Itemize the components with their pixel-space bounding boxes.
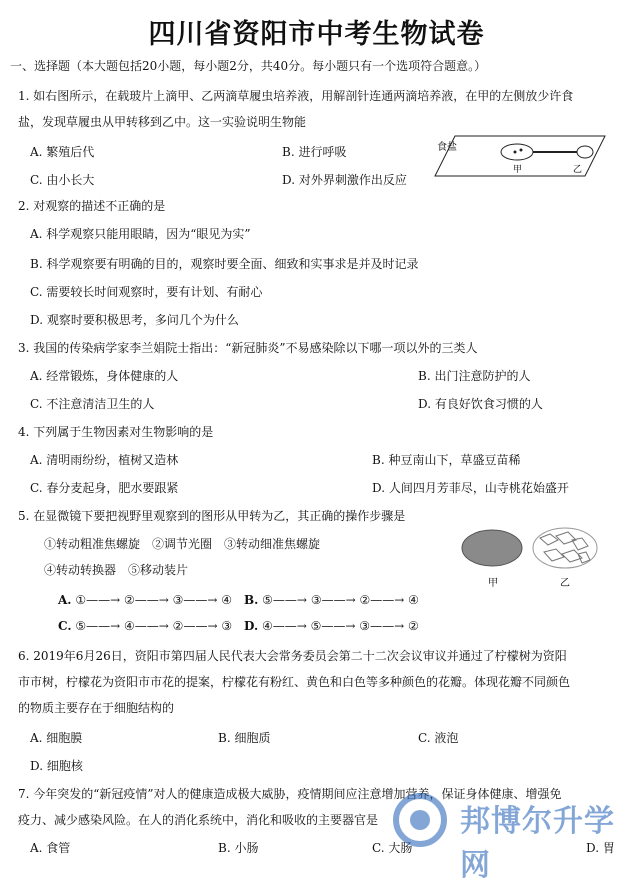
q1-fig-b-label: 乙 — [573, 165, 583, 175]
q5-option-c-step-1: ⑤ — [75, 619, 87, 633]
q3-option-c: C. 不注意清洁卫生的人 — [30, 397, 155, 411]
q5-option-a-label: A. — [58, 593, 72, 607]
q1-option-b: B. 进行呼吸 — [282, 145, 347, 159]
q6-option-c: C. 液泡 — [418, 731, 459, 745]
q5-option-d-step-1: ④ — [261, 619, 273, 633]
q5-microscope-figure — [460, 524, 620, 594]
q7-option-d: D. 胃 — [586, 841, 615, 855]
q5-fig-a-label: 甲 — [488, 578, 498, 589]
q4-option-a: A. 清明雨纷纷，植树又造林 — [30, 453, 179, 467]
q6-stem-line1: 6. 2019年6月26日，资阳市第四届人民代表大会常务委员会第二十二次会议审议并通过了柠檬树为资阳 — [18, 649, 567, 663]
q5-option-b-step-2: ③ — [310, 593, 322, 607]
q5-option-c-step-3: ② — [172, 619, 184, 633]
section-heading: 一、选择题（本大题包括20小题，每小题2分，共40分。每小题只有一个选项符合题意。） — [10, 59, 487, 73]
q1-option-c: C. 由小长大 — [30, 173, 95, 187]
q5-option-c: C. ⑤——→ ④——→ ②——→ ③ — [58, 619, 233, 633]
watermark-text: 邦博尔升学网 — [460, 804, 615, 883]
watermark — [380, 790, 630, 883]
q5-option-a: A. ①——→ ②——→ ③——→ ④ — [58, 593, 233, 607]
q5-option-b-step-1: ⑤ — [262, 593, 273, 607]
q2-stem: 2. 对观察的描述不正确的是 — [18, 199, 166, 213]
q4-option-c: C. 春分麦起身，肥水要跟紧 — [30, 481, 179, 495]
q2-option-c: C. 需要较长时间观察时，要有计划、有耐心 — [30, 285, 263, 299]
q5-option-d-label: D. — [244, 619, 259, 633]
q5-option-c-label: C. — [58, 619, 72, 633]
q5-option-c-step-2: ④ — [124, 619, 135, 633]
q2-option-b: B. 科学观察要有明确的目的，观察时要全面、细致和实事求是并及时记录 — [30, 257, 419, 271]
q4-option-b: B. 种豆南山下，草盛豆苗稀 — [372, 453, 521, 467]
q1-stem-line1: 1. 如右图所示，在载玻片上滴甲、乙两滴草履虫培养液，用解剖针连通两滴培养液，在甲的左侧放少许食 — [18, 89, 574, 103]
q7-option-a: A. 食管 — [30, 841, 71, 855]
q2-option-a: A. 科学观察只能用眼睛，因为“眼见为实” — [30, 227, 251, 241]
q5-option-a-step-2: ② — [123, 593, 135, 607]
q1-option-d: D. 对外界刺激作出反应 — [282, 173, 407, 187]
q6-option-d: D. 细胞核 — [30, 759, 83, 773]
q6-stem-line2: 市市树，柠檬花为资阳市市花的提案，柠檬花有粉红、黄色和白色等多种颜色的花瓣。体现花瓣不同颜色 — [18, 675, 571, 689]
q7-stem-line2: 疫力、减少感染风险。在人的消化系统中，消化和吸收的主要器官是 — [18, 813, 379, 827]
q5-option-a-step-4: ④ — [221, 593, 233, 607]
q5-option-d-step-4: ② — [407, 619, 419, 633]
q3-option-b: B. 出门注意防护的人 — [418, 369, 531, 383]
q1-slide-figure — [435, 128, 615, 183]
q5-option-c-step-4: ③ — [221, 619, 233, 633]
q5-steps-line2: ④转动转换器 ⑤移动装片 — [44, 563, 189, 577]
q5-stem: 5. 在显微镜下要把视野里观察到的图形从甲转为乙，其正确的操作步骤是 — [18, 509, 406, 523]
q5-steps-line1: ①转动粗准焦螺旋 ②调节光圈 ③转动细准焦螺旋 — [44, 537, 321, 551]
q5-option-a-step-1: ① — [75, 593, 87, 607]
q6-option-b: B. 细胞质 — [218, 731, 271, 745]
q5-option-b-label: B. — [244, 593, 259, 607]
q7-stem-line1: 7. 今年突发的“新冠疫情”对人的健康造成极大威胁，疫情期间应注意增加营养，保证身体健康、增强免 — [18, 787, 562, 801]
q3-option-a: A. 经常锻炼，身体健康的人 — [30, 369, 179, 383]
q1-stem-line2: 盐，发现草履虫从甲转移到乙中。这一实验说明生物能 — [18, 115, 307, 129]
watermark-logo-icon — [386, 790, 456, 850]
q1-fig-a-label: 甲 — [513, 165, 523, 175]
page-title: 四川省资阳市中考生物试卷 — [148, 19, 485, 50]
q5-option-b-step-3: ② — [359, 593, 371, 607]
q4-option-d: D. 人间四月芳菲尽，山寺桃花始盛开 — [372, 481, 569, 495]
q7-option-b: B. 小肠 — [218, 841, 259, 855]
q5-option-a-step-3: ③ — [172, 593, 184, 607]
q5-option-d-step-3: ③ — [359, 619, 371, 633]
q5-option-b: B. ⑤——→ ③——→ ②——→ ④ — [244, 593, 419, 607]
q2-option-d: D. 观察时要积极思考，多问几个为什么 — [30, 313, 239, 327]
q7-option-c: C. 大肠 — [372, 841, 413, 855]
q4-stem: 4. 下列属于生物因素对生物影响的是 — [18, 425, 214, 439]
q1-option-a: A. 繁殖后代 — [30, 145, 95, 159]
q6-stem-line3: 的物质主要存在于细胞结构的 — [18, 701, 175, 715]
q5-option-d: D. ④——→ ⑤——→ ③——→ ② — [244, 619, 419, 633]
q5-option-b-step-4: ④ — [408, 593, 419, 607]
q5-fig-b-label: 乙 — [560, 578, 570, 589]
q6-option-a: A. 细胞膜 — [30, 731, 83, 745]
q3-option-d: D. 有良好饮食习惯的人 — [418, 397, 543, 411]
q1-fig-salt-label: 食盐 — [437, 142, 457, 153]
q5-option-d-step-2: ⑤ — [310, 619, 322, 633]
q3-stem: 3. 我国的传染病学家李兰娟院士指出：“新冠肺炎”不易感染除以下哪一项以外的三类人 — [18, 341, 478, 355]
